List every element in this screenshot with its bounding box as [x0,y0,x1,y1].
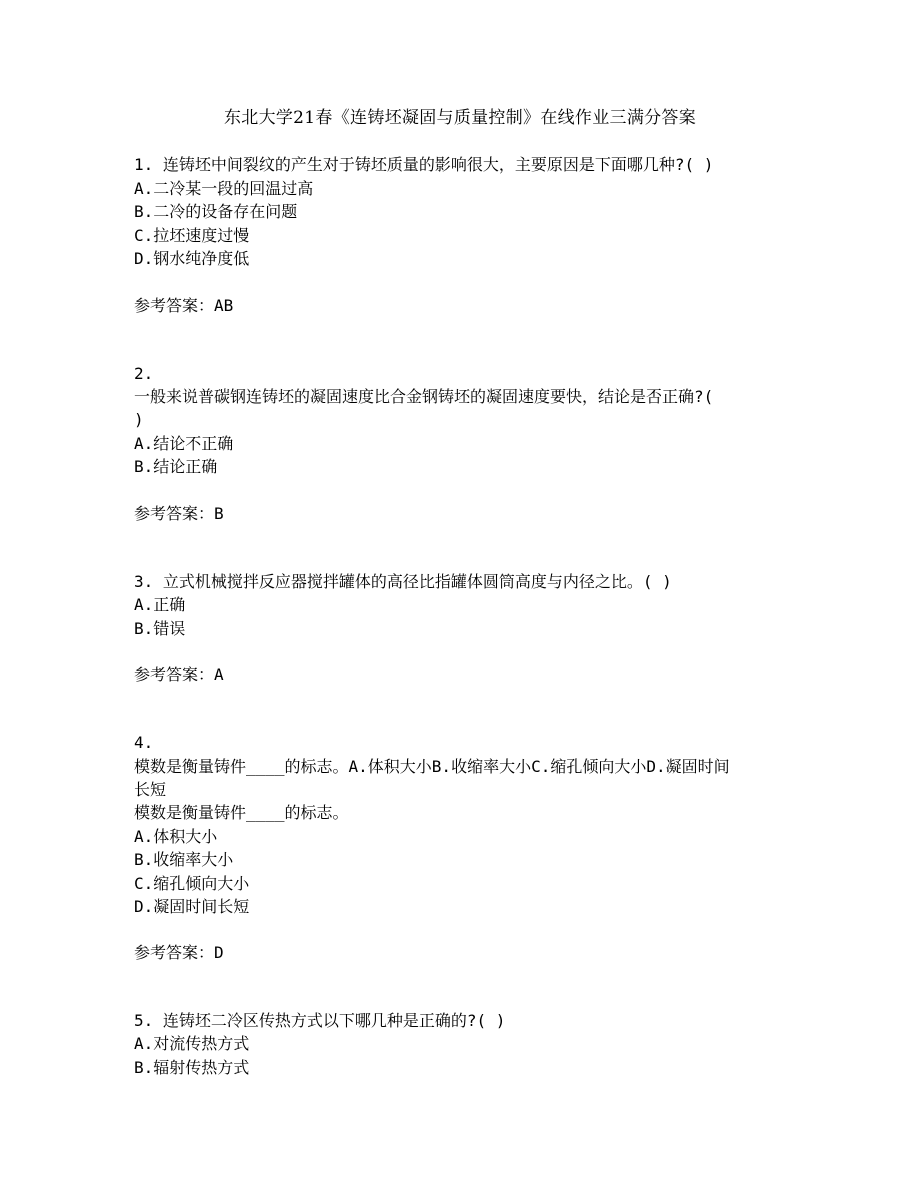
question-4-option-a: A.体积大小 [134,827,218,846]
question-4-stem-repeat: 模数是衡量铸件____的标志。 [134,803,349,822]
question-5-option-b: B.辐射传热方式 [134,1058,250,1077]
question-5-stem: 5. 连铸坯二冷区传热方式以下哪几种是正确的?( ) [134,1011,506,1030]
question-2-number: 2. [134,364,154,383]
question-3-stem: 3. 立式机械搅拌反应器搅拌罐体的高径比指罐体圆筒高度与内径之比。( ) [134,572,672,591]
question-1-answer: 参考答案：AB [134,296,234,315]
question-2-option-b: B.结论正确 [134,457,218,476]
question-4-option-c: C.缩孔倾向大小 [134,874,250,893]
question-5-option-a: A.对流传热方式 [134,1034,250,1053]
document-title: 东北大学21春《连铸坯凝固与质量控制》在线作业三满分答案 [223,108,697,128]
question-2-stem-cont: ) [134,410,144,429]
question-4-stem-cont: 长短 [134,780,167,799]
question-2-stem: 一般来说普碳钢连铸坯的凝固速度比合金钢铸坯的凝固速度要快，结论是否正确?( [134,387,714,406]
question-4-number: 4. [134,733,154,752]
question-4-stem: 模数是衡量铸件____的标志。A.体积大小B.收缩率大小C.缩孔倾向大小D.凝固时间 [134,757,730,776]
question-1-option-c: C.拉坯速度过慢 [134,226,250,245]
question-1-option-b: B.二冷的设备存在问题 [134,202,298,221]
question-1-option-d: D.钢水纯净度低 [134,249,250,268]
question-3-answer: 参考答案：A [134,665,224,684]
question-4-option-d: D.凝固时间长短 [134,897,250,916]
question-2-option-a: A.结论不正确 [134,434,234,453]
question-3-option-a: A.正确 [134,595,186,614]
question-3-option-b: B.错误 [134,619,186,638]
question-4-answer: 参考答案：D [134,943,224,962]
question-1-option-a: A.二冷某一段的回温过高 [134,179,314,198]
question-4-option-b: B.收缩率大小 [134,850,234,869]
question-1-stem: 1. 连铸坯中间裂纹的产生对于铸坯质量的影响很大，主要原因是下面哪几种?( ) [134,155,714,174]
question-2-answer: 参考答案：B [134,504,224,523]
